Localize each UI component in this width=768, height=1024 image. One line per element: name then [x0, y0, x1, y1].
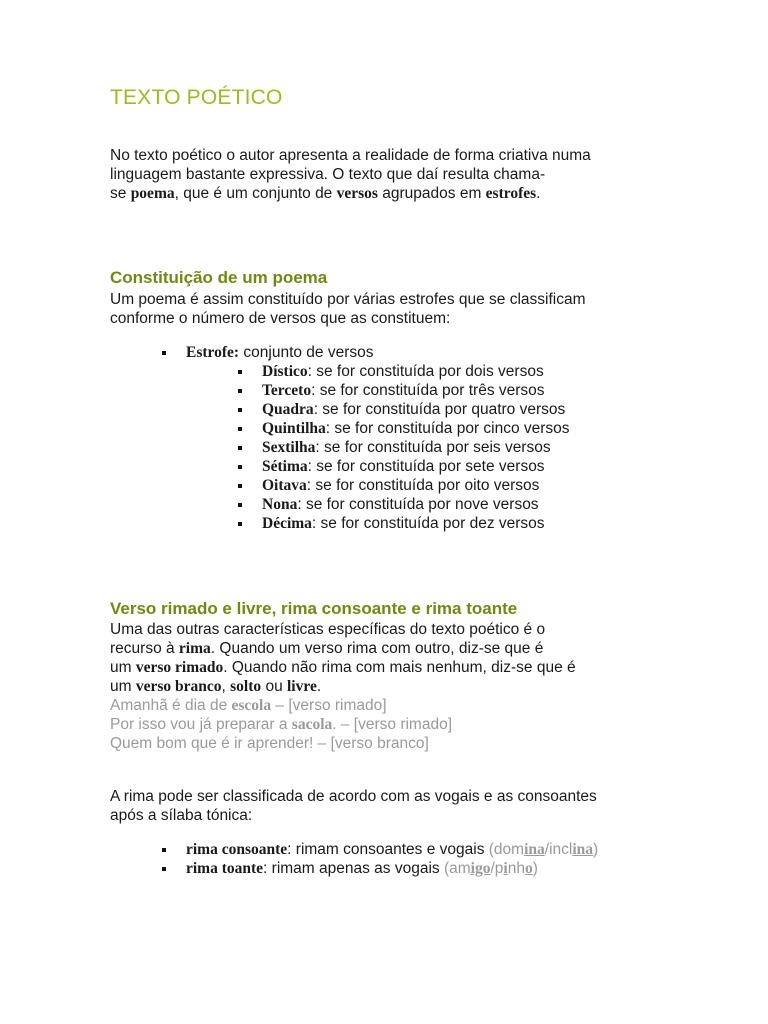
paragraph-line: [110, 677, 576, 696]
definition: : rimam apenas as vogais: [263, 860, 444, 877]
example-rima-toante: [444, 860, 538, 877]
list-item-distico: [236, 362, 570, 381]
term-livre: livre: [287, 678, 317, 695]
list-item-oitava: [236, 476, 570, 495]
list-item-rima-toante: [160, 859, 598, 878]
text-fragment: – [verso rimado]: [271, 697, 387, 714]
intro-line-2: linguagem bastante expressiva. O texto que daí resulta chama-: [110, 166, 546, 183]
text-fragment: recurso à: [110, 640, 179, 657]
term-solto: solto: [230, 678, 262, 695]
estrofe-definition: : se for constituída por três versos: [311, 382, 545, 399]
list-item-setima: [236, 457, 570, 476]
intro-line-1: No texto poético o autor apresenta a realidade de forma criativa numa: [110, 147, 591, 164]
underlined-fragment: ina: [572, 841, 594, 858]
text-fragment: Por isso vou já preparar a: [110, 716, 292, 733]
paragraph-line: após a sílaba tónica:: [110, 807, 253, 824]
estrofe-definition: : se for constituída por nove versos: [297, 496, 539, 513]
text-fragment: ou: [261, 678, 287, 695]
list-item-terceto: [236, 381, 570, 400]
text-fragment: .: [316, 678, 322, 695]
estrofe-term: Sextilha: [262, 439, 316, 456]
definition: : rimam consoantes e vogais: [287, 841, 489, 858]
text-fragment: se: [110, 185, 131, 202]
estrofe-term: Nona: [262, 496, 298, 513]
list-item-nona: [236, 495, 570, 514]
estrofe-list: [160, 343, 570, 533]
text-fragment: um: [110, 659, 136, 676]
estrofe-definition: : se for constituída por sete versos: [307, 458, 545, 475]
estrofe-types-list: [236, 362, 570, 533]
square-bullet-icon: [238, 427, 242, 431]
estrofe-definition: : se for constituída por dez versos: [311, 515, 545, 532]
term-estrofe: Estrofe:: [186, 344, 240, 361]
list-item-rima-consoante: [160, 840, 598, 859]
list-item-quadra: [236, 400, 570, 419]
estrofe-term: Dístico: [262, 363, 308, 380]
list-item-estrofe: [160, 343, 570, 533]
estrofe-term: Terceto: [262, 382, 312, 399]
list-item-decima: [236, 514, 570, 533]
example-line-3: Quem bom que é ir aprender! – [verso branco]: [110, 735, 429, 752]
term-rima-consoante: rima consoante: [186, 841, 288, 858]
example-line-2: [110, 715, 576, 734]
estrofe-definition: : se for constituída por oito versos: [306, 477, 540, 494]
estrofe-definition: : se for constituída por seis versos: [315, 439, 551, 456]
verso-paragraph: [110, 620, 576, 753]
square-bullet-icon: [162, 351, 166, 355]
text-fragment: . Quando um verso rima com outro, diz-se que é: [210, 640, 544, 657]
term-verso-branco: verso branco: [135, 678, 222, 695]
text-fragment: nh: [507, 860, 525, 877]
underlined-fragment: i: [503, 860, 508, 877]
estrofe-definition: : se for constituída por dois versos: [307, 363, 544, 380]
estrofe-term: Oitava: [262, 477, 307, 494]
text-fragment: .: [536, 185, 541, 202]
text-fragment: ): [532, 860, 538, 877]
square-bullet-icon: [238, 503, 242, 507]
square-bullet-icon: [238, 389, 242, 393]
list-item-quintilha: [236, 419, 570, 438]
text-fragment: , que é um conjunto de: [174, 185, 337, 202]
example-rima-consoante: [489, 841, 598, 858]
square-bullet-icon: [238, 446, 242, 450]
heading-constituicao: Constituição de um poema: [110, 268, 328, 287]
term-versos: versos: [336, 185, 378, 202]
square-bullet-icon: [162, 867, 166, 871]
rima-classification-paragraph: [110, 787, 597, 825]
term-poema: poema: [130, 185, 175, 202]
underlined-fragment: ina: [524, 841, 545, 858]
square-bullet-icon: [238, 522, 242, 526]
paragraph-line: [110, 658, 576, 677]
text-fragment: . Quando não rima com mais nenhum, diz-se que é: [223, 659, 576, 676]
estrofe-definition: : se for constituída por quatro versos: [313, 401, 566, 418]
square-bullet-icon: [238, 370, 242, 374]
list-item-sextilha: [236, 438, 570, 457]
paragraph-line: A rima pode ser classificada de acordo com as vogais e as consoantes: [110, 788, 597, 805]
estrofe-term: Quintilha: [262, 420, 326, 437]
text-fragment: /p: [490, 860, 504, 877]
square-bullet-icon: [238, 465, 242, 469]
heading-verso-rimado: Verso rimado e livre, rima consoante e rima toante: [110, 599, 518, 618]
text-fragment: (am: [443, 860, 471, 877]
text-fragment: . – [verso rimado]: [332, 716, 453, 733]
underlined-fragment: o: [524, 860, 533, 877]
text-fragment: agrupados em: [377, 185, 486, 202]
intro-line-3: [110, 184, 591, 203]
underlined-fragment: igo: [470, 860, 491, 877]
text-fragment: (dom: [488, 841, 525, 858]
constituicao-paragraph: [110, 290, 586, 328]
term-estrofes: estrofes: [485, 185, 537, 202]
paragraph-line: [110, 639, 576, 658]
estrofe-term: Quadra: [262, 401, 314, 418]
paragraph-line: Uma das outras características específicas do texto poético é o: [110, 621, 546, 638]
text-fragment: ,: [221, 678, 231, 695]
term-rima: rima: [178, 640, 211, 657]
term-rima-toante: rima toante: [186, 860, 264, 877]
square-bullet-icon: [238, 484, 242, 488]
definition: conjunto de versos: [239, 344, 374, 361]
page-title: TEXTO POÉTICO: [110, 86, 283, 109]
example-word-escola: escola: [231, 697, 272, 714]
example-word-sacola: sacola: [291, 716, 333, 733]
paragraph-line: Um poema é assim constituído por várias estrofes que se classificam: [110, 291, 586, 308]
estrofe-definition: : se for constituída por cinco versos: [325, 420, 570, 437]
estrofe-term: Sétima: [262, 458, 308, 475]
text-fragment: /incl: [544, 841, 573, 858]
estrofe-term: Décima: [262, 515, 312, 532]
text-fragment: ): [593, 841, 599, 858]
square-bullet-icon: [238, 408, 242, 412]
rima-types-list: [160, 840, 598, 878]
text-fragment: um: [110, 678, 136, 695]
example-line-1: [110, 696, 576, 715]
text-fragment: Amanhã é dia de: [110, 697, 232, 714]
square-bullet-icon: [162, 848, 166, 852]
intro-paragraph: [110, 146, 591, 203]
term-verso-rimado: verso rimado: [135, 659, 224, 676]
paragraph-line: conforme o número de versos que as constituem:: [110, 310, 451, 327]
